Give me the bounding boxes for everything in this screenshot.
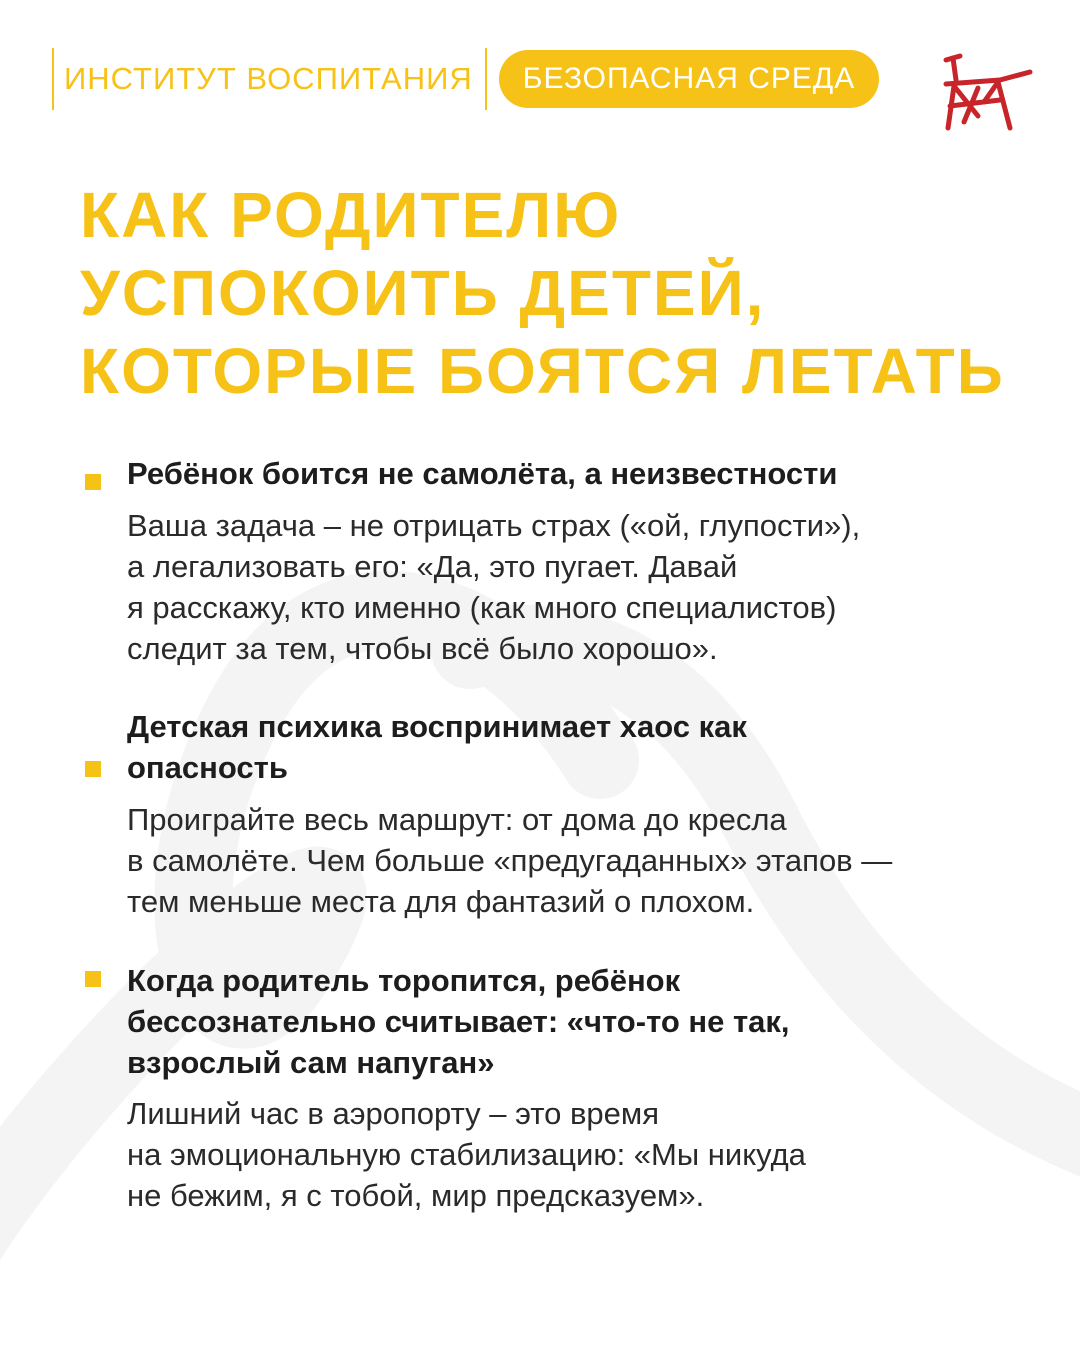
tip-body: Ваша задача – не отрицать страх («ой, глупости»), а легализовать его: «Да, это пугает. Давай я расскажу, кто именно (как много специалистов) следит за тем, чтобы всё было хорошо». <box>127 508 861 666</box>
page-title <box>80 176 1040 410</box>
title-line: КАК РОДИТЕЛЮ <box>80 179 622 251</box>
tip-heading: Когда родитель торопится, ребёнок бессознательно считывает: «что-то не так, взрослый сам напуган» <box>127 963 790 1080</box>
header <box>52 46 879 112</box>
tip-body: Проиграйте весь маршрут: от дома до кресла в самолёте. Чем больше «предугаданных» этапов — тем меньше места для фантазий о плохом. <box>127 802 893 919</box>
bullet-square <box>85 971 101 987</box>
institute-name: ИНСТИТУТ ВОСПИТАНИЯ <box>64 61 473 96</box>
tip-heading: Детская психика воспринимает хаос как опасность <box>127 709 747 785</box>
bullet-square <box>85 761 101 777</box>
title-line: УСПОКОИТЬ ДЕТЕЙ, <box>80 257 766 329</box>
chair-logo-icon <box>938 50 1036 132</box>
tip-heading: Ребёнок боится не самолёта, а неизвестности <box>127 456 838 491</box>
category-tag: БЕЗОПАСНАЯ СРЕДА <box>499 50 879 108</box>
tip-body: Лишний час в аэропорту – это время на эмоциональную стабилизацию: «Мы никуда не бежим, я с тобой, мир предсказуем». <box>127 1096 806 1213</box>
header-divider-right <box>485 48 487 110</box>
title-line: КОТОРЫЕ БОЯТСЯ ЛЕТАТЬ <box>80 335 1005 407</box>
bullet-square <box>85 474 101 490</box>
